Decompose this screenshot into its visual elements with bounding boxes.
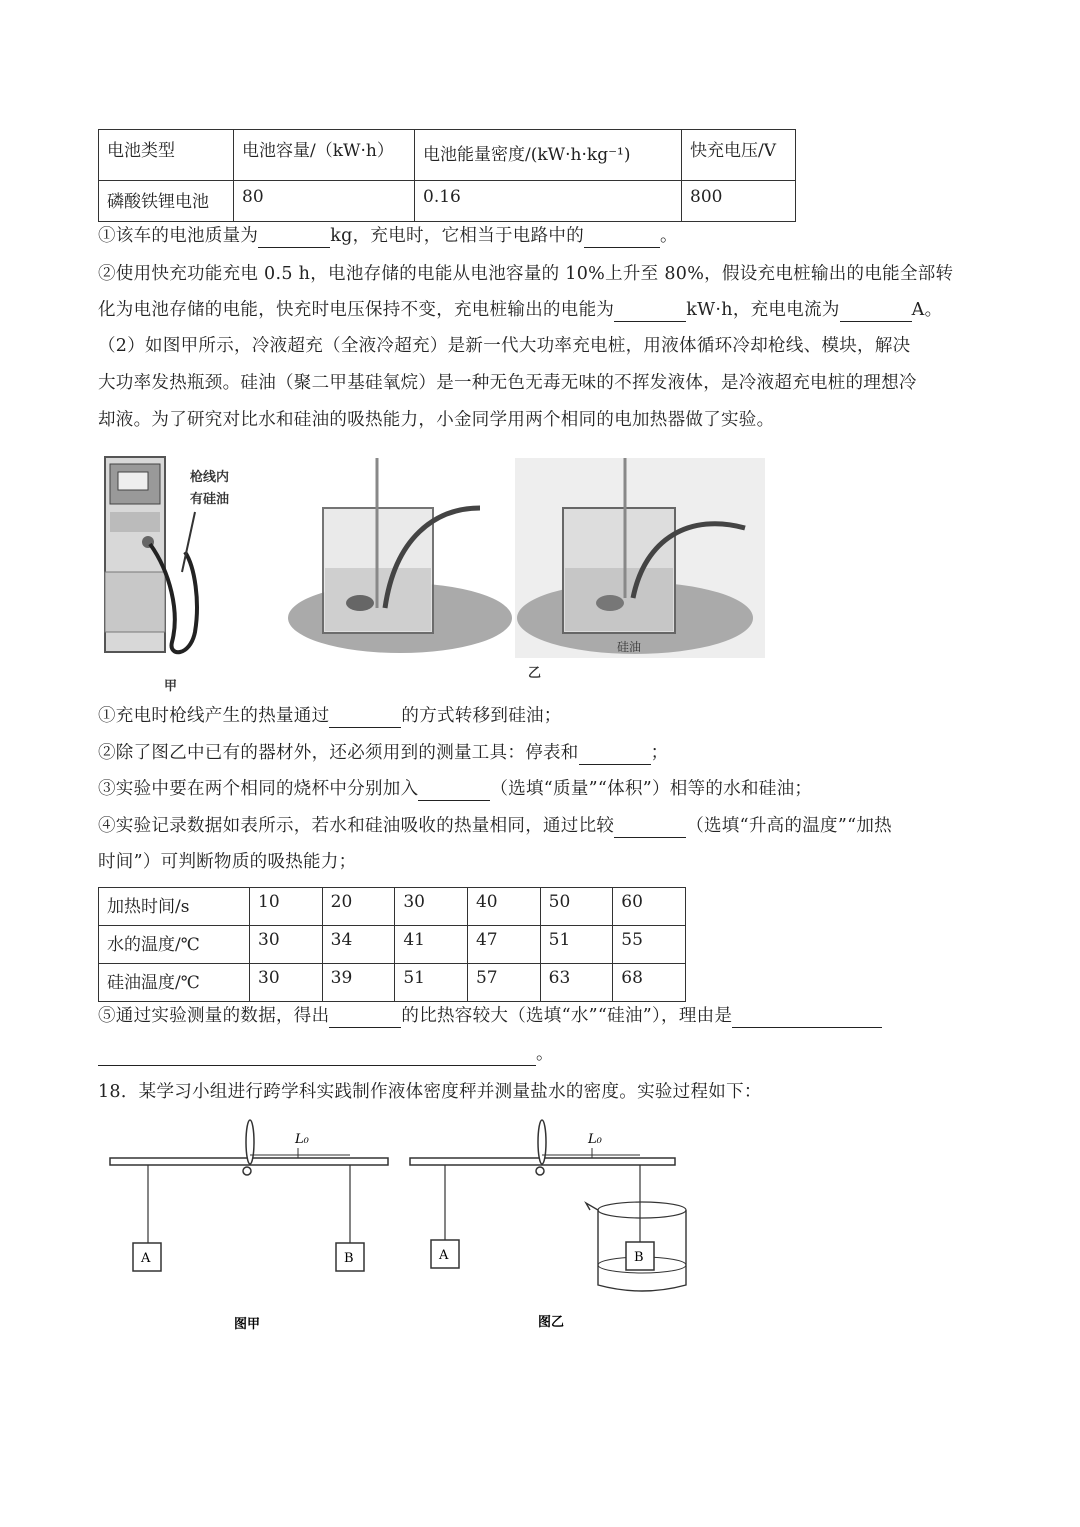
- header-battery-type: 电池类型: [99, 130, 234, 181]
- sub-question-2: ②除了图乙中已有的器材外，还必须用到的测量工具：停表和 ；: [98, 743, 669, 763]
- beaker-water-image: [285, 458, 515, 658]
- question-1: ①该车的电池质量为 kg，充电时，它相当于电路中的 。: [98, 226, 678, 246]
- cell-energy-density: 0.16: [415, 181, 682, 222]
- table-cell: 硅油温度/℃: [99, 964, 250, 1002]
- question-18: 18．某学习小组进行跨学科实践制作液体密度秤并测量盐水的密度。实验过程如下：: [98, 1082, 762, 1102]
- header-energy-density: 电池能量密度/(kW·h·kg⁻¹): [415, 130, 682, 181]
- table-cell: 63: [540, 964, 613, 1002]
- answer-blank[interactable]: [840, 301, 912, 322]
- sub-question-4-line-1: ④实验记录数据如表所示，若水和硅油吸收的热量相同，通过比较 （选填“升高的温度”“加热: [98, 816, 892, 836]
- length-label-L0: L₀: [295, 1132, 309, 1147]
- table-row: [99, 888, 686, 926]
- temperature-data-table: [98, 887, 686, 1002]
- answer-blank[interactable]: [584, 227, 660, 248]
- figure-label-yi: 乙: [528, 666, 542, 681]
- table-cell: 30: [250, 926, 323, 964]
- battery-table: [98, 129, 796, 222]
- figure-caption-jia: 图甲: [234, 1317, 261, 1332]
- answer-blank[interactable]: [579, 744, 651, 765]
- table-cell: 34: [322, 926, 395, 964]
- part-2-line-3: 却液。为了研究对比水和硅油的吸热能力，小金同学用两个相同的电加热器做了实验。: [98, 410, 775, 430]
- callout-line-1: 枪线内: [190, 470, 230, 485]
- callout-line-2: 有硅油: [190, 492, 230, 507]
- table-cell: 41: [395, 926, 468, 964]
- table-cell: 47: [467, 926, 540, 964]
- cell-battery-type: 磷酸铁锂电池: [99, 181, 234, 222]
- part-2-line-2: 大功率发热瓶颈。硅油（聚二甲基硅氧烷）是一种无色无毒无味的不挥发液体，是冷液超充电桩的理想冷: [98, 373, 917, 393]
- beaker-silicone-oil-image: [515, 458, 765, 658]
- table-cell: 57: [467, 964, 540, 1002]
- part-2-line-1: （2）如图甲所示，冷液超充（全液冷超充）是新一代大功率充电桩，用液体循环冷却枪线、模块，解决: [98, 336, 911, 356]
- beaker-label-silicone-oil: 硅油: [617, 640, 642, 654]
- answer-blank[interactable]: [732, 1007, 882, 1028]
- table-cell: 30: [395, 888, 468, 926]
- charging-pile-image: [100, 452, 260, 662]
- table-cell: 55: [613, 926, 686, 964]
- table-row: [99, 926, 686, 964]
- weight-B-label: B: [344, 1251, 354, 1266]
- cell-capacity: 80: [234, 181, 415, 222]
- table-cell: 30: [250, 964, 323, 1002]
- table-cell: 40: [467, 888, 540, 926]
- header-fast-charge-voltage: 快充电压/V: [682, 130, 796, 181]
- table-cell: 20: [322, 888, 395, 926]
- sub-question-3: ③实验中要在两个相同的烧杯中分别加入 （选填“质量”“体积”）相等的水和硅油；: [98, 779, 813, 799]
- header-capacity: 电池容量/（kW·h）: [234, 130, 415, 181]
- table-cell: 39: [322, 964, 395, 1002]
- table-cell: 水的温度/℃: [99, 926, 250, 964]
- figure-label-jia: 甲: [164, 679, 178, 694]
- lever-figure-right: [410, 1120, 686, 1330]
- answer-blank[interactable]: [329, 707, 401, 728]
- cell-voltage: 800: [682, 181, 796, 222]
- weight-A-label: A: [141, 1251, 151, 1266]
- sub-question-5: ⑤通过实验测量的数据，得出 的比热容较大（选填“水”“硅油”），理由是: [98, 1004, 882, 1028]
- question-2-line-1: ②使用快充功能充电 0.5 h，电池存储的电能从电池容量的 10%上升至 80%，假设充电桩输出的电能全部转: [98, 264, 954, 284]
- answer-blank[interactable]: [614, 817, 686, 838]
- sub-question-5-continued: 。: [98, 1042, 554, 1066]
- table-cell: 51: [395, 964, 468, 1002]
- answer-blank[interactable]: [98, 1045, 536, 1066]
- answer-blank[interactable]: [329, 1007, 401, 1028]
- table-cell: 50: [540, 888, 613, 926]
- table-row: [99, 964, 686, 1002]
- table-cell: 51: [540, 926, 613, 964]
- table-cell: 68: [613, 964, 686, 1002]
- length-label-L0-right: L₀: [588, 1132, 602, 1147]
- question-2-line-2: 化为电池存储的电能，快充时电压保持不变，充电桩输出的电能为 kW·h，充电电流为 A。: [98, 300, 943, 320]
- sub-question-1: ①充电时枪线产生的热量通过 的方式转移到硅油；: [98, 706, 562, 726]
- weight-B-label-right: B: [634, 1250, 644, 1265]
- figure-caption-yi: 图乙: [538, 1315, 565, 1330]
- weight-A-label-right: A: [439, 1248, 449, 1263]
- table-cell: 加热时间/s: [99, 888, 250, 926]
- answer-blank[interactable]: [614, 301, 686, 322]
- table-cell: 60: [613, 888, 686, 926]
- answer-blank[interactable]: [418, 780, 490, 801]
- table-cell: 10: [250, 888, 323, 926]
- lever-figure-left: [110, 1120, 388, 1332]
- lever-diagram: [100, 1115, 700, 1345]
- sub-question-4-line-2: 时间”）可判断物质的吸热能力；: [98, 852, 357, 872]
- answer-blank[interactable]: [258, 227, 330, 248]
